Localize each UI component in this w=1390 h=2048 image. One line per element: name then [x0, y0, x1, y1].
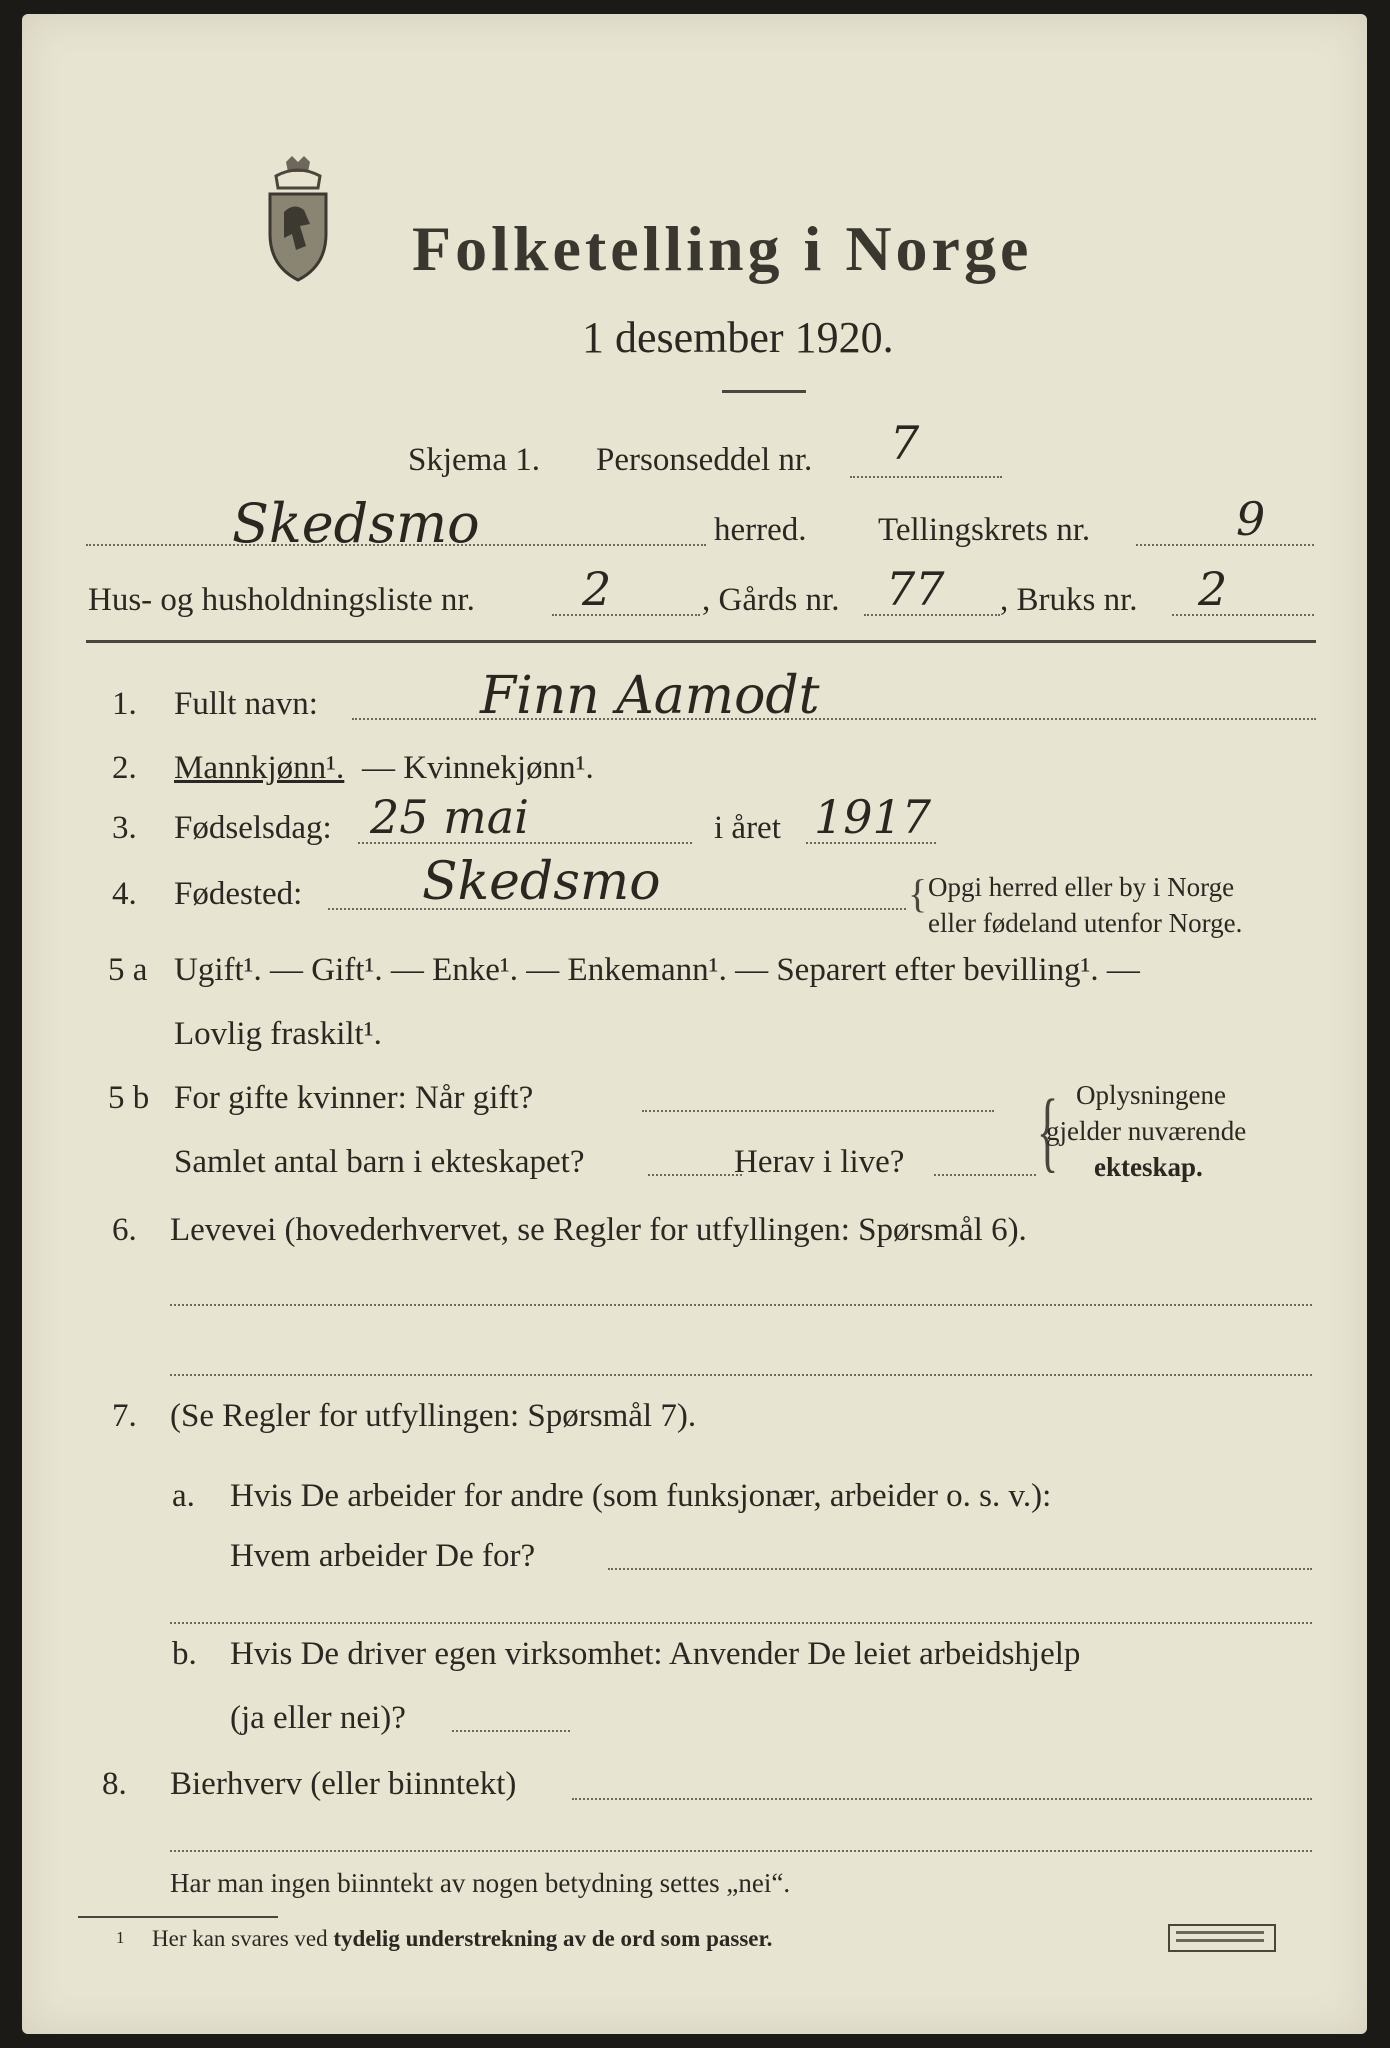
husliste-value: 2: [582, 562, 612, 616]
tellingskrets-value: 9: [1236, 492, 1266, 546]
q7a-letter: a.: [172, 1478, 195, 1514]
q3-year-label: i året: [714, 810, 781, 846]
bruks-label: , Bruks nr.: [1000, 582, 1138, 618]
personseddel-label: Personseddel nr.: [596, 442, 813, 478]
q7-label: (Se Regler for utfyllingen: Spørsmål 7).: [170, 1398, 697, 1434]
herred-value: Skedsmo: [232, 492, 480, 555]
footnote-text-bold: tydelig understrekning av de ord som passer.: [333, 1926, 773, 1951]
tellingskrets-label: Tellingskrets nr.: [878, 512, 1091, 548]
header-rule: [86, 640, 1316, 643]
q8-note: Har man ingen biinntekt av nogen betydning settes „nei“.: [170, 1868, 791, 1898]
husliste-label: Hus- og husholdningsliste nr.: [88, 582, 475, 618]
q5a-marital-options: Ugift¹. — Gift¹. — Enke¹. — Enkemann¹. — Separert efter bevilling¹. —: [174, 952, 1140, 988]
schema-label: Skjema 1.: [408, 442, 540, 478]
footnote-rule: [78, 1916, 278, 1918]
q5b-note-line3: ekteskap.: [1094, 1152, 1203, 1182]
printer-stamp: [1168, 1924, 1276, 1952]
q5b-when-married-label: For gifte kvinner: Når gift?: [174, 1080, 534, 1116]
footnote-mark: 1: [116, 1928, 125, 1947]
q2-number: 2.: [112, 750, 137, 786]
form-title: Folketelling i Norge: [412, 213, 1033, 284]
gards-value: 77: [886, 562, 945, 616]
census-date: 1 desember 1920.: [582, 313, 894, 362]
q1-full-name-value: Finn Aamodt: [480, 666, 820, 726]
q4-note-line2: eller fødeland utenfor Norge.: [928, 908, 1243, 938]
q8-side-income-label: Bierhverv (eller biinntekt): [170, 1766, 517, 1802]
census-form-page: Folketelling i Norge 1 desember 1920. Skjema 1. Personseddel nr. 7 Skedsmo herred. Tellingskrets nr. 9 Hus- og husholdningsliste nr. 2 , Gårds nr. 77 , Bruks nr. 2 1. Fullt navn: Finn Aamodt 2. Mannkjønn¹. — Kvinnekjønn¹. 3. Fødselsdag: 25 mai i året 1917 4. Fødested: Skedsmo { Opgi herred eller by i Norge eller fødeland utenfor Norge. 5 a Ugift¹. — Gift¹. — Enke¹. — Enkemann¹. — Separert efter bevilling¹. — Lovlig fraskilt¹. 5 b For gifte kvinner: Når gift? Samlet antal barn i ekteskapet? Herav i live? { Oplysningene gjelder nuværende ekteskap. 6. Levevei (hovederhvervet, se Regler for utfyllingen: Spørsmål 6). 7. (Se Regler for utfyllingen: Spørsmål 7). a. Hvis De arbeider for andre (som funksjonær, arbeider o. s. v.): Hvem arbeider De for? b. Hvis De driver egen virksomhet: Anvender De leiet arbeidshjelp (ja eller nei)? 8. Bierhverv (eller biinntekt) Har man ingen biinntekt av nogen betydning settes „nei“. 1 Her kan svares ved tydelig understrekning av de ord som passer.: [22, 14, 1367, 2034]
q8-number: 8.: [102, 1766, 127, 1802]
title-divider: [722, 390, 806, 393]
q7a-employer-label: Hvem arbeider De for?: [230, 1538, 536, 1574]
norway-coat-of-arms-icon: [248, 154, 348, 284]
q7b-yes-no-label: (ja eller nei)?: [230, 1700, 406, 1736]
q5a-marital-options-line2: Lovlig fraskilt¹.: [174, 1016, 382, 1052]
q7-number: 7.: [112, 1398, 137, 1434]
q5b-children-label: Samlet antal barn i ekteskapet?: [174, 1144, 585, 1180]
q3-birthday-value: 25 mai: [370, 790, 529, 844]
q3-label: Fødselsdag:: [174, 810, 332, 846]
q7b-question: Hvis De driver egen virksomhet: Anvender De leiet arbeidshjelp: [230, 1636, 1081, 1672]
q1-number: 1.: [112, 686, 137, 722]
q4-label: Fødested:: [174, 876, 303, 912]
q6-number: 6.: [112, 1212, 137, 1248]
bruks-value: 2: [1198, 562, 1228, 616]
q3-year-value: 1917: [814, 790, 932, 844]
q7a-question: Hvis De arbeider for andre (som funksjonær, arbeider o. s. v.):: [230, 1478, 1052, 1514]
q7b-letter: b.: [172, 1636, 197, 1672]
q5b-living-label: Herav i live?: [734, 1144, 905, 1180]
q2-male-option: Mannkjønn¹.: [174, 750, 345, 786]
q1-label: Fullt navn:: [174, 686, 318, 722]
personseddel-value: 7: [890, 416, 920, 470]
gards-label: , Gårds nr.: [702, 582, 840, 618]
q6-occupation-label: Levevei (hovederhvervet, se Regler for utfyllingen: Spørsmål 6).: [170, 1212, 1027, 1248]
q5b-number: 5 b: [108, 1080, 150, 1116]
q5b-note-line2: gjelder nuværende: [1046, 1116, 1247, 1146]
footnote-text: [152, 1926, 772, 1952]
q4-birthplace-value: Skedsmo: [422, 852, 661, 912]
q2-female-option: — Kvinnekjønn¹.: [362, 750, 594, 786]
footnote-text-plain: Her kan svares ved: [152, 1926, 328, 1951]
q5b-note-line1: Oplysningene: [1076, 1080, 1226, 1110]
q5a-number: 5 a: [108, 952, 148, 988]
q4-note-line1: Opgi herred eller by i Norge: [928, 872, 1235, 902]
q4-number: 4.: [112, 876, 137, 912]
q3-number: 3.: [112, 810, 137, 846]
herred-label: herred.: [714, 512, 807, 548]
